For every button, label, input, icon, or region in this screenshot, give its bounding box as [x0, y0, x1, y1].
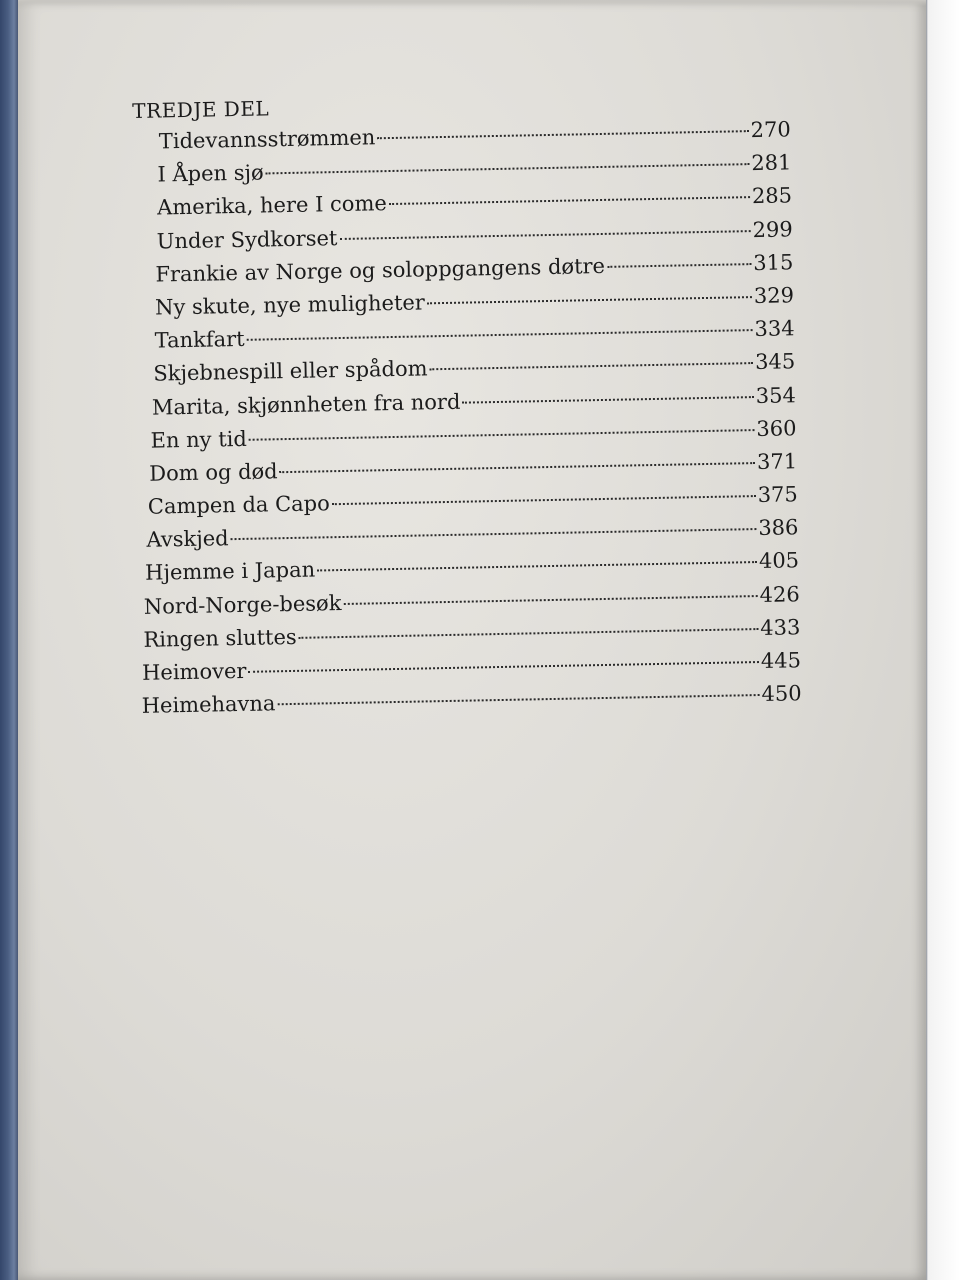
dot-leader [343, 595, 757, 605]
toc-entry-page: 405 [758, 548, 800, 574]
dot-leader [280, 462, 755, 473]
dot-leader [427, 296, 752, 304]
toc-entry-page: 345 [754, 349, 796, 375]
dot-leader [277, 694, 759, 705]
toc-entry-title: Skjebnespill eller spådom [153, 356, 428, 386]
toc-entry-page: 329 [753, 283, 795, 308]
toc-entry-title: Under Sydkorset [156, 225, 338, 254]
toc-entry-title: Hjemme i Japan [144, 557, 316, 586]
toc-entry-page: 426 [759, 581, 800, 607]
toc-entry-title: Marita, skjønnheten fra nord [151, 389, 461, 420]
dot-leader [317, 561, 757, 571]
page-top-edge [18, 0, 926, 6]
dot-leader [249, 429, 755, 441]
toc-entry-title: Ny skute, nye muligheter [154, 290, 426, 320]
dot-leader [299, 628, 759, 639]
toc-entry-page: 371 [756, 449, 798, 474]
dot-leader [607, 263, 751, 268]
dot-leader [462, 396, 753, 404]
dot-leader [248, 661, 759, 673]
toc-entry-title: En ny tid [150, 426, 248, 453]
toc-entry-title: Avskjed [146, 526, 229, 553]
toc-entry-page: 375 [757, 482, 799, 508]
dot-leader [389, 196, 750, 205]
toc-entry-title: Heimehavna [141, 691, 276, 719]
toc-entry-page: 354 [755, 382, 797, 408]
toc-entry-page: 433 [760, 615, 801, 640]
toc-entry-title: Campen da Capo [147, 491, 330, 519]
dot-leader [231, 528, 757, 540]
dot-leader [247, 329, 753, 341]
part-title: TREDJE DEL [132, 96, 270, 123]
toc-entry-page: 334 [754, 316, 795, 342]
table-of-contents [130, 83, 802, 723]
toc-entry-page: 386 [758, 515, 799, 541]
toc-entry-title: Amerika, here I come [156, 191, 388, 220]
toc-entry-page: 450 [761, 681, 802, 707]
book-page [18, 0, 926, 1280]
toc-entry-title: Tidevannsstrømmen [158, 125, 376, 154]
dot-leader [377, 130, 748, 139]
toc-entry-title: Tankfart [154, 326, 245, 353]
toc-entry-title: Nord-Norge-besøk [143, 590, 342, 619]
dot-leader [430, 362, 754, 370]
toc-entry-page: 285 [751, 183, 793, 209]
dot-leader [266, 163, 750, 174]
toc-entry-page: 315 [752, 250, 794, 275]
toc-entry-title: Ringen sluttes [143, 624, 297, 652]
toc-entry-page: 299 [752, 216, 793, 242]
toc-entry-page: 445 [760, 648, 802, 673]
toc-entry-page: 360 [756, 415, 797, 441]
dot-leader [332, 495, 756, 505]
dot-leader [339, 230, 750, 240]
toc-entry-title: Dom og død [149, 459, 278, 486]
toc-entry-page: 270 [750, 117, 791, 143]
toc-entry-title: I Åpen sjø [157, 160, 264, 187]
toc-entry-page: 281 [751, 150, 792, 176]
toc-entry-title: Frankie av Norge og soloppgangens døtre [155, 253, 606, 287]
toc-entry-title: Heimover [141, 658, 247, 685]
